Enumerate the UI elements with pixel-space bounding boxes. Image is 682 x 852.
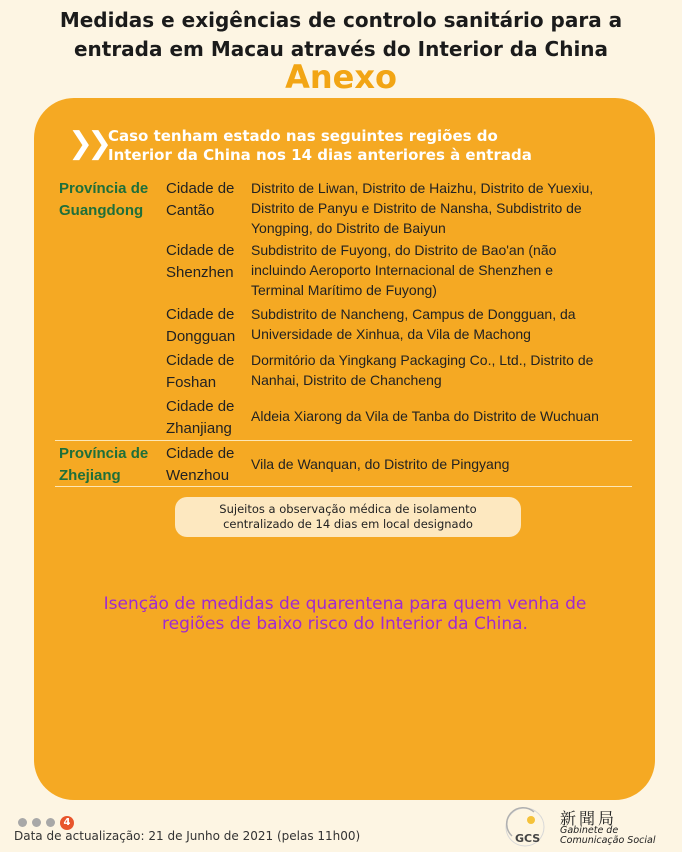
city-line-2: Wenzhou [166, 467, 230, 484]
logo-pt-line-2: Comunicação Social [560, 835, 656, 846]
city-cell [166, 240, 250, 284]
gcs-logo-mark [504, 806, 546, 848]
city-line-2: Foshan [166, 374, 217, 391]
observation-line-1: Sujeitos a observação médica de isolamento [219, 502, 477, 516]
district-cell [251, 178, 629, 238]
city-cell [166, 396, 250, 440]
district-line: Dormitório da Yingkang Packaging Co., Ltd., Distrito de [251, 352, 594, 368]
district-line: Distrito de Panyu e Distrito de Nansha, Subdistrito de [251, 200, 582, 216]
city-line-2: Cantão [166, 202, 215, 219]
page-dot[interactable] [32, 818, 41, 827]
district-line: Vila de Wanquan, do Distrito de Pingyang [251, 456, 510, 472]
district-line: Universidade de Xinhua, da Vila de Machong [251, 326, 531, 342]
district-cell [251, 454, 629, 474]
city-line-1: Cidade de [166, 445, 235, 462]
logo-mark-text: GCS [515, 832, 541, 845]
district-line: Terminal Marítimo de Fuyong) [251, 282, 437, 298]
city-cell [166, 350, 250, 394]
city-line-2: Shenzhen [166, 264, 234, 281]
city-line-1: Cidade de [166, 306, 235, 323]
update-date: Data de actualização: 21 de Junho de 2021 (pelas 11h00) [14, 829, 361, 843]
district-cell [251, 304, 629, 344]
observation-line-2: centralizado de 14 dias em local designado [223, 517, 473, 531]
district-cell [251, 240, 629, 300]
province-divider [55, 440, 632, 441]
table-bottom-divider [55, 486, 632, 487]
city-cell [166, 178, 250, 222]
annex-label: Anexo [285, 58, 397, 96]
heading-line-2: Interior da China nos 14 dias anteriores à entrada [108, 146, 532, 164]
district-line: Distrito de Liwan, Distrito de Haizhu, Distrito de Yuexiu, [251, 180, 594, 196]
district-line: incluindo Aeroporto Internacional de Shenzhen e [251, 262, 553, 278]
observation-badge [175, 497, 521, 537]
regions-heading [68, 127, 628, 165]
city-cell [166, 443, 250, 487]
district-line: Yongping, do Distrito de Baiyun [251, 220, 446, 236]
title-line-1: Medidas e exigências de controlo sanitário para a [59, 8, 623, 32]
exemption-line-2: regiões de baixo risco do Interior da China. [162, 614, 528, 634]
logo-portuguese-name [560, 826, 655, 846]
page-dot[interactable] [18, 818, 27, 827]
district-line: Subdistrito de Fuyong, do Distrito de Bao'an (não [251, 242, 557, 258]
district-line: Nanhai, Distrito de Chancheng [251, 372, 442, 388]
city-line-1: Cidade de [166, 180, 235, 197]
heading-line-1: Caso tenham estado nas seguintes regiões do [108, 127, 498, 145]
city-line-1: Cidade de [166, 352, 235, 369]
province-line-2: Guangdong [59, 202, 144, 219]
title-line-2: entrada em Macau através do Interior da China [73, 37, 609, 61]
page-title [0, 6, 682, 64]
district-cell [251, 406, 629, 426]
district-line: Aldeia Xiarong da Vila de Tanba do Distrito de Wuchuan [251, 408, 599, 424]
city-line-2: Dongguan [166, 328, 236, 345]
logo-chinese-name: 新聞局 [560, 809, 618, 828]
city-cell [166, 304, 250, 348]
province-line-2: Zhejiang [59, 467, 121, 484]
double-chevron-icon: ❯❯ [68, 126, 107, 161]
province-cell [59, 178, 165, 222]
gcs-logo [500, 804, 680, 850]
district-cell [251, 350, 629, 390]
province-line-1: Província de [59, 445, 149, 462]
exemption-line-1: Isenção de medidas de quarentena para quem venha de [103, 594, 587, 614]
province-line-1: Província de [59, 180, 149, 197]
province-cell [59, 443, 165, 487]
current-page-badge[interactable]: 4 [60, 816, 74, 830]
logo-pt-line-1: Gabinete de [560, 825, 619, 836]
exemption-note [80, 594, 610, 634]
page-dot[interactable] [46, 818, 55, 827]
city-line-1: Cidade de [166, 242, 235, 259]
city-line-1: Cidade de [166, 398, 235, 415]
city-line-2: Zhanjiang [166, 420, 232, 437]
district-line: Subdistrito de Nancheng, Campus de Dongguan, da [251, 306, 576, 322]
